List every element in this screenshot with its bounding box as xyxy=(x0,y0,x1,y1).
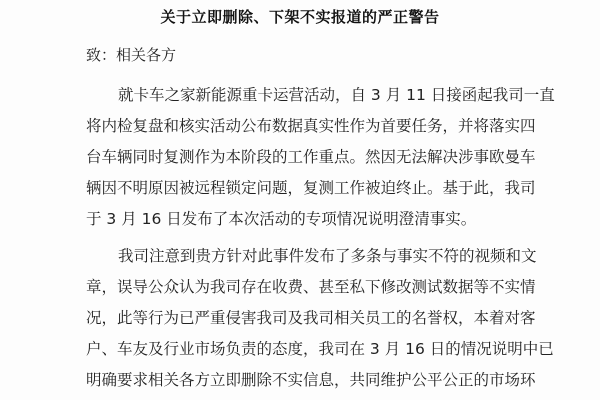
paragraph-line: 况，此等行为已严重侵害我司及我司相关员工的名誉权，本着对客 xyxy=(86,309,536,327)
paragraph-line: 明确要求相关各方立即删除不实信息，共同维护公平公正的市场环 xyxy=(86,371,536,389)
letter-title: 关于立即删除、下架不实报道的严正警告 xyxy=(160,8,440,26)
salutation: 致：相关各方 xyxy=(86,46,177,64)
paragraph-line: 于 3 月 16 日发布了本次活动的专项情况说明澄清事实。 xyxy=(86,210,477,228)
paragraph-line: 就卡车之家新能源重卡运营活动，自 3 月 11 日接函起我司一直 xyxy=(118,86,555,104)
paragraph-1 xyxy=(86,80,555,235)
paragraph-line: 台车辆同时复测作为本阶段的工作重点。然因无法解决涉事欧曼车 xyxy=(86,148,536,166)
paragraph-line: 我司注意到贵方针对此事件发布了多条与事实不符的视频和文 xyxy=(118,247,537,265)
paragraph-line: 辆因不明原因被远程锁定问题，复测工作被迫终止。基于此，我司 xyxy=(86,179,536,197)
paragraph-line: 户、车友及行业市场负责的态度，我司在 3 月 16 日的情况说明中已 xyxy=(86,340,554,358)
paragraph-2 xyxy=(86,241,554,396)
paragraph-line: 章，误导公众认为我司存在收费、甚至私下修改测试数据等不实情 xyxy=(86,278,536,296)
paragraph-line: 将内检复盘和核实活动公布数据真实性作为首要任务，并将落实四 xyxy=(86,117,536,135)
